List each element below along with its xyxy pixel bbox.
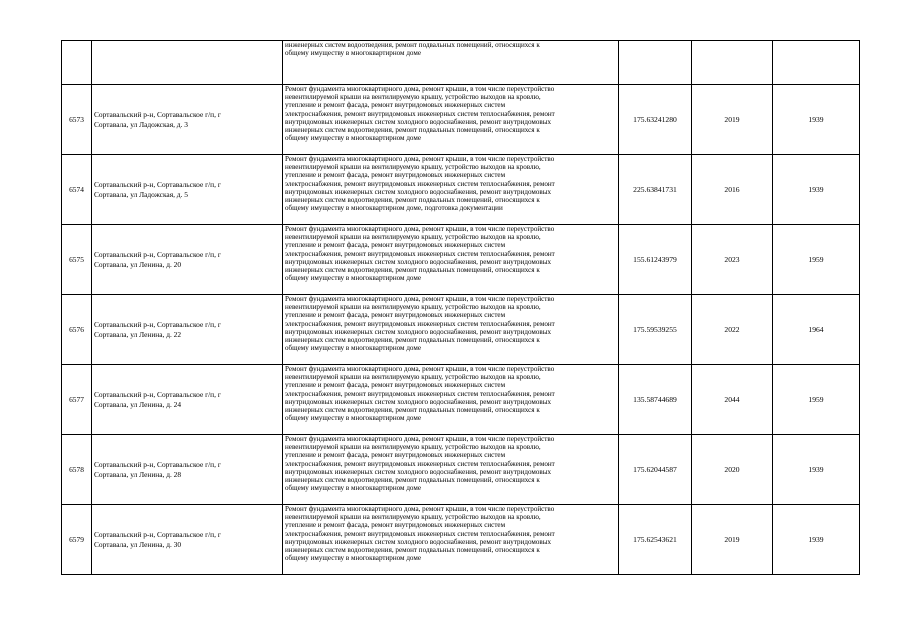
cell-cost: 135.58744689 — [619, 365, 692, 435]
cell-number: 6579 — [62, 505, 92, 575]
cell-address: Сортавальский р-н, Сортавальское г/п, г Сортавала, ул Ладожская, д. 5 — [92, 155, 283, 225]
cell-number: 6577 — [62, 365, 92, 435]
cell-built-year: 1959 — [773, 225, 860, 295]
cell-works: Ремонт фундамента многоквартирного дома, ремонт крыши, в том числе переустройство невентилируемой крыши на вентилируемую крышу, устройство выходов на кровлю, утепление и ремонт фасада, ремонт внутридомовых инженерных систем электроснабжения, ремонт внутридомовых инженерных систем теплоснабжения, ремонт внутридомовых инженерных систем холодного водоснабжения, ремонт внутридомовых инженерных систем водоотведения, ремонт подвальных помещений, относящихся к общему имуществу в многоквартирном доме, подготовка документации — [283, 155, 619, 225]
cell-cost — [619, 41, 692, 85]
cell-address: Сортавальский р-н, Сортавальское г/п, г Сортавала, ул Ладожская, д. 3 — [92, 85, 283, 155]
cell-number: 6578 — [62, 435, 92, 505]
table-row — [62, 295, 860, 365]
cell-number — [62, 41, 92, 85]
cell-year — [692, 41, 773, 85]
cell-year: 2019 — [692, 505, 773, 575]
cell-cost: 175.62543621 — [619, 505, 692, 575]
cell-cost: 225.63841731 — [619, 155, 692, 225]
cell-works: Ремонт фундамента многоквартирного дома, ремонт крыши, в том числе переустройство невентилируемой крыши на вентилируемую крышу, устройство выходов на кровлю, утепление и ремонт фасада, ремонт внутридомовых инженерных систем электроснабжения, ремонт внутридомовых инженерных систем теплоснабжения, ремонт внутридомовых инженерных систем холодного водоснабжения, ремонт внутридомовых инженерных систем водоотведения, ремонт подвальных помещений, относящихся к общему имуществу в многоквартирном доме — [283, 225, 619, 295]
table-row-continued — [62, 41, 860, 85]
cell-works: Ремонт фундамента многоквартирного дома, ремонт крыши, в том числе переустройство невентилируемой крыши на вентилируемую крышу, устройство выходов на кровлю, утепление и ремонт фасада, ремонт внутридомовых инженерных систем электроснабжения, ремонт внутридомовых инженерных систем теплоснабжения, ремонт внутридомовых инженерных систем холодного водоснабжения, ремонт внутридомовых инженерных систем водоотведения, ремонт подвальных помещений, относящихся к общему имуществу в многоквартирном доме — [283, 435, 619, 505]
cell-built-year: 1939 — [773, 85, 860, 155]
cell-year: 2044 — [692, 365, 773, 435]
table-row — [62, 365, 860, 435]
table-row — [62, 505, 860, 575]
cell-works: Ремонт фундамента многоквартирного дома, ремонт крыши, в том числе переустройство невентилируемой крыши на вентилируемую крышу, устройство выходов на кровлю, утепление и ремонт фасада, ремонт внутридомовых инженерных систем электроснабжения, ремонт внутридомовых инженерных систем теплоснабжения, ремонт внутридомовых инженерных систем холодного водоснабжения, ремонт внутридомовых инженерных систем водоотведения, ремонт подвальных помещений, относящихся к общему имуществу в многоквартирном доме — [283, 85, 619, 155]
cell-address: Сортавальский р-н, Сортавальское г/п, г Сортавала, ул Ленина, д. 30 — [92, 505, 283, 575]
cell-works: Ремонт фундамента многоквартирного дома, ремонт крыши, в том числе переустройство невентилируемой крыши на вентилируемую крышу, устройство выходов на кровлю, утепление и ремонт фасада, ремонт внутридомовых инженерных систем электроснабжения, ремонт внутридомовых инженерных систем теплоснабжения, ремонт внутридомовых инженерных систем холодного водоснабжения, ремонт внутридомовых инженерных систем водоотведения, ремонт подвальных помещений, относящихся к общему имуществу в многоквартирном доме — [283, 505, 619, 575]
cell-address: Сортавальский р-н, Сортавальское г/п, г Сортавала, ул Ленина, д. 20 — [92, 225, 283, 295]
cell-works: Ремонт фундамента многоквартирного дома, ремонт крыши, в том числе переустройство невентилируемой крыши на вентилируемую крышу, устройство выходов на кровлю, утепление и ремонт фасада, ремонт внутридомовых инженерных систем электроснабжения, ремонт внутридомовых инженерных систем теплоснабжения, ремонт внутридомовых инженерных систем холодного водоснабжения, ремонт внутридомовых инженерных систем водоотведения, ремонт подвальных помещений, относящихся к общему имуществу в многоквартирном доме — [283, 295, 619, 365]
cell-number: 6573 — [62, 85, 92, 155]
cell-cost: 175.63241280 — [619, 85, 692, 155]
cell-year: 2020 — [692, 435, 773, 505]
cell-address — [92, 41, 283, 85]
cell-built-year: 1939 — [773, 155, 860, 225]
cell-number: 6575 — [62, 225, 92, 295]
cell-year: 2019 — [692, 85, 773, 155]
cell-address: Сортавальский р-н, Сортавальское г/п, г Сортавала, ул Ленина, д. 22 — [92, 295, 283, 365]
cell-number: 6574 — [62, 155, 92, 225]
cell-year: 2016 — [692, 155, 773, 225]
table-body — [62, 41, 860, 575]
table-row — [62, 155, 860, 225]
cell-cost: 175.59539255 — [619, 295, 692, 365]
cell-built-year: 1939 — [773, 505, 860, 575]
cell-built-year: 1939 — [773, 435, 860, 505]
table-row — [62, 85, 860, 155]
cell-cost: 175.62044587 — [619, 435, 692, 505]
cell-address: Сортавальский р-н, Сортавальское г/п, г Сортавала, ул Ленина, д. 24 — [92, 365, 283, 435]
cell-works: Ремонт фундамента многоквартирного дома, ремонт крыши, в том числе переустройство невентилируемой крыши на вентилируемую крышу, устройство выходов на кровлю, утепление и ремонт фасада, ремонт внутридомовых инженерных систем электроснабжения, ремонт внутридомовых инженерных систем теплоснабжения, ремонт внутридомовых инженерных систем холодного водоснабжения, ремонт внутридомовых инженерных систем водоотведения, ремонт подвальных помещений, относящихся к общему имуществу в многоквартирном доме — [283, 365, 619, 435]
cell-built-year — [773, 41, 860, 85]
cell-built-year: 1964 — [773, 295, 860, 365]
cell-cost: 155.61243979 — [619, 225, 692, 295]
table-row — [62, 435, 860, 505]
cell-works: инженерных систем водоотведения, ремонт подвальных помещений, относящихся к общему имуществу в многоквартирном доме — [283, 41, 619, 85]
cell-year: 2022 — [692, 295, 773, 365]
repair-program-table — [61, 40, 860, 575]
table-row — [62, 225, 860, 295]
cell-built-year: 1959 — [773, 365, 860, 435]
cell-number: 6576 — [62, 295, 92, 365]
cell-year: 2023 — [692, 225, 773, 295]
cell-address: Сортавальский р-н, Сортавальское г/п, г Сортавала, ул Ленина, д. 28 — [92, 435, 283, 505]
